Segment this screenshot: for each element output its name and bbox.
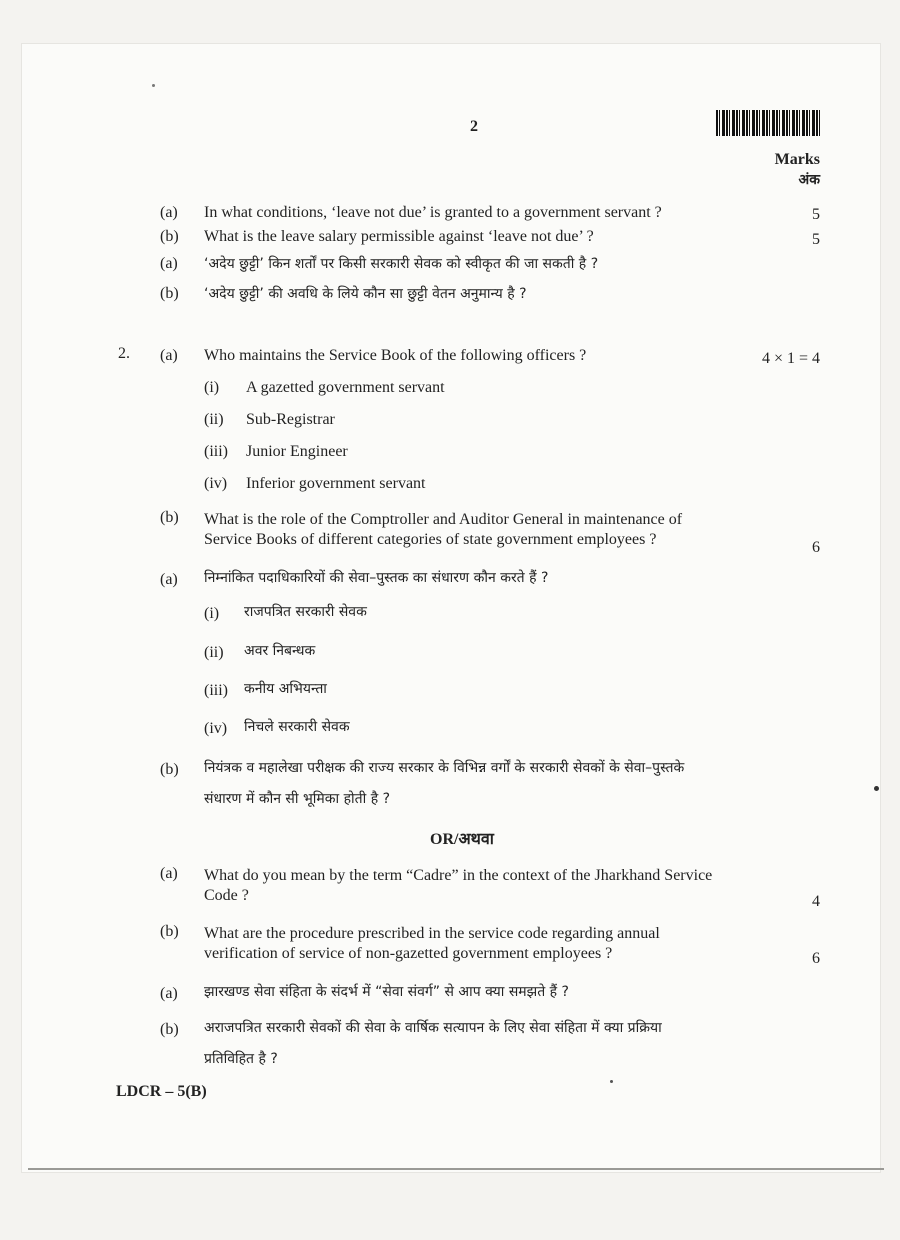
q2-a-hi-label: (a) [160,571,178,588]
q2alt-a-en-line1: What do you mean by the term “Cadre” in the context of the Jharkhand Service [204,867,713,884]
q2-item-hi-label: (iii) [204,682,228,699]
q2-b-en-text [204,510,788,550]
q2-b-hi-label: (b) [160,761,179,778]
or-divider-label: OR/अथवा [430,831,494,848]
q2-item-en-text: Sub-Registrar [246,411,335,428]
q2-a-hi-text: निम्नांकित पदाधिकारियों की सेवा–पुस्तक का संधारण कौन करते हैं ? [204,570,549,586]
q2alt-b-hi-line2: प्रतिविहित है ? [204,1051,278,1067]
q1-a-en-label: (a) [160,204,178,221]
q2-item-en-label: (iii) [204,443,228,460]
q2-a-marks: 4 × 1 = 4 [761,350,820,367]
scan-speck [610,1080,613,1083]
q2-item-en-text: Junior Engineer [246,443,348,460]
q2-item-hi-text: राजपत्रित सरकारी सेवक [244,604,367,620]
q2-item-en-label: (ii) [204,411,224,428]
q1-b-marks: 5 [812,231,820,248]
q2-b-en-line1: What is the role of the Comptroller and Auditor General in maintenance of [204,511,683,528]
q1-b-hi-label: (b) [160,285,179,302]
scan-speck [874,786,879,791]
scan-speck [152,84,155,87]
q2-item-hi-text: कनीय अभियन्ता [244,681,327,697]
q2alt-a-en-label: (a) [160,865,178,882]
q2alt-a-en-text [204,866,788,906]
q2-item-en-label: (iv) [204,475,228,492]
q2-item-hi-label: (ii) [204,644,224,661]
q2-item-en-label: (i) [204,379,220,396]
q2alt-b-hi-label: (b) [160,1021,179,1038]
q1-a-hi-label: (a) [160,255,178,272]
barcode-icon [716,110,820,136]
q2-item-en-text: Inferior government servant [246,475,426,492]
q1-a-marks: 5 [812,206,820,223]
q2alt-a-hi-label: (a) [160,985,178,1002]
q2alt-a-hi-text: झारखण्ड सेवा संहिता के संदर्भ में “सेवा संवर्ग” से आप क्या समझते हैं ? [204,984,569,1000]
paper-code: LDCR – 5(B) [116,1083,207,1100]
q2-number: 2. [118,345,130,362]
q2-b-en-line2: Service Books of different categories of state government employees ? [204,531,657,548]
q1-b-hi-text: ‘अदेय छुट्टी’ की अवधि के लिये कौन सा छुट्टी वेतन अनुमान्य है ? [204,286,527,302]
q1-a-en-text: In what conditions, ‘leave not due’ is granted to a government servant ? [204,204,662,221]
page-bottom-rule [28,1168,884,1170]
q2alt-b-marks: 6 [812,950,820,967]
q2-item-hi-label: (i) [204,605,220,622]
q2alt-b-en-line1: What are the procedure prescribed in the service code regarding annual [204,925,660,942]
q2alt-b-en-text [204,924,788,964]
q2alt-b-en-line2: verification of service of non-gazetted government employees ? [204,945,613,962]
q2alt-b-en-label: (b) [160,923,179,940]
q2alt-a-en-line2: Code ? [204,887,249,904]
q1-b-en-text: What is the leave salary permissible against ‘leave not due’ ? [204,228,594,245]
q2-item-hi-text: निचले सरकारी सेवक [244,719,350,735]
q1-b-en-label: (b) [160,228,179,245]
q2-a-en-label: (a) [160,347,178,364]
q2-item-hi-label: (iv) [204,720,228,737]
page-number: 2 [470,118,478,135]
q2-item-hi-text: अवर निबन्धक [244,643,316,659]
q2-b-marks: 6 [812,539,820,556]
q2-b-en-label: (b) [160,509,179,526]
q2alt-a-marks: 4 [812,893,820,910]
marks-heading-hi: अंक [798,172,820,188]
q2-item-en-text: A gazetted government servant [246,379,445,396]
q2-b-hi-line1: नियंत्रक व महालेखा परीक्षक की राज्य सरकार के विभिन्न वर्गों के सरकारी सेवकों के सेवा–पुस्तके [204,760,685,776]
q2-a-en-text: Who maintains the Service Book of the following officers ? [204,347,587,364]
marks-heading-en: Marks [774,151,820,168]
q2alt-b-hi-line1: अराजपत्रित सरकारी सेवकों की सेवा के वार्षिक सत्यापन के लिए सेवा संहिता में क्या प्रक्रिया [204,1020,662,1036]
q2-b-hi-line2: संधारण में कौन सी भूमिका होती है ? [204,791,391,807]
q1-a-hi-text: ‘अदेय छुट्टी’ किन शर्तों पर किसी सरकारी सेवक को स्वीकृत की जा सकती है ? [204,256,599,272]
